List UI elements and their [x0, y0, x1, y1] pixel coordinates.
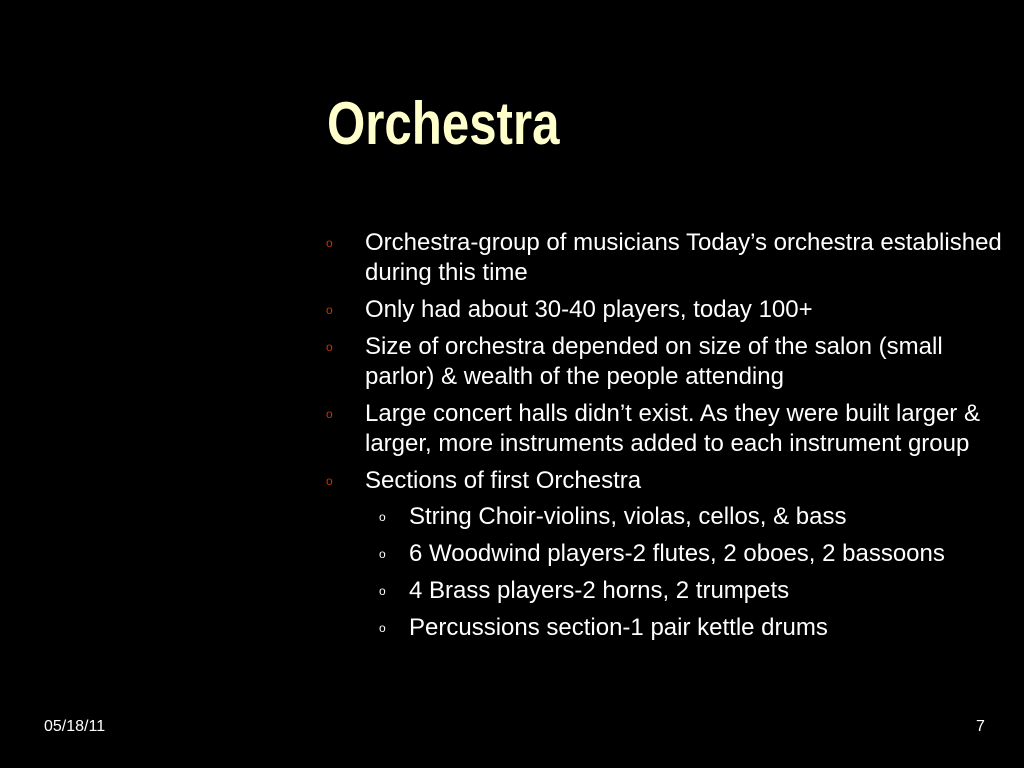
bullet-text: Only had about 30-40 players, today 100+ [365, 296, 813, 323]
bullet-text: Orchestra-group of musicians Today’s orchestra established during this time [365, 229, 1002, 286]
sub-bullet-marker-icon: o [379, 621, 386, 635]
footer-date: 05/18/11 [44, 718, 106, 735]
bullet-text: Large concert halls didn’t exist. As they were built larger & larger, more instruments added to each instrument group [365, 400, 980, 457]
bullet-item [324, 295, 1004, 325]
bullet-item [324, 332, 1004, 392]
bullet-item [324, 466, 1004, 643]
sub-bullet-item [365, 576, 1004, 606]
sub-bullet-text: 4 Brass players-2 horns, 2 trumpets [409, 577, 790, 604]
bullet-list [324, 228, 1004, 650]
bullet-item [324, 228, 1004, 288]
bullet-marker-icon: o [326, 474, 333, 488]
bullet-marker-icon: o [326, 236, 333, 250]
bullet-marker-icon: o [326, 303, 333, 317]
sub-bullet-marker-icon: o [379, 510, 386, 524]
slide-title: Orchestra [327, 90, 560, 157]
sub-bullet-list [365, 502, 1004, 643]
sub-bullet-text: Percussions section-1 pair kettle drums [409, 614, 828, 641]
bullet-marker-icon: o [326, 407, 333, 421]
sub-bullet-text: 6 Woodwind players-2 flutes, 2 oboes, 2 bassoons [409, 540, 945, 567]
sub-bullet-text: String Choir-violins, violas, cellos, & bass [409, 503, 847, 530]
bullet-text: Sections of first Orchestra [365, 467, 642, 494]
bullet-text: Size of orchestra depended on size of the salon (small parlor) & wealth of the people attending [365, 333, 943, 390]
footer-page-number: 7 [976, 718, 985, 735]
sub-bullet-marker-icon: o [379, 547, 386, 561]
sub-bullet-item [365, 613, 1004, 643]
sub-bullet-item [365, 539, 1004, 569]
sub-bullet-marker-icon: o [379, 584, 386, 598]
sub-bullet-item [365, 502, 1004, 532]
bullet-item [324, 399, 1004, 459]
bullet-marker-icon: o [326, 340, 333, 354]
